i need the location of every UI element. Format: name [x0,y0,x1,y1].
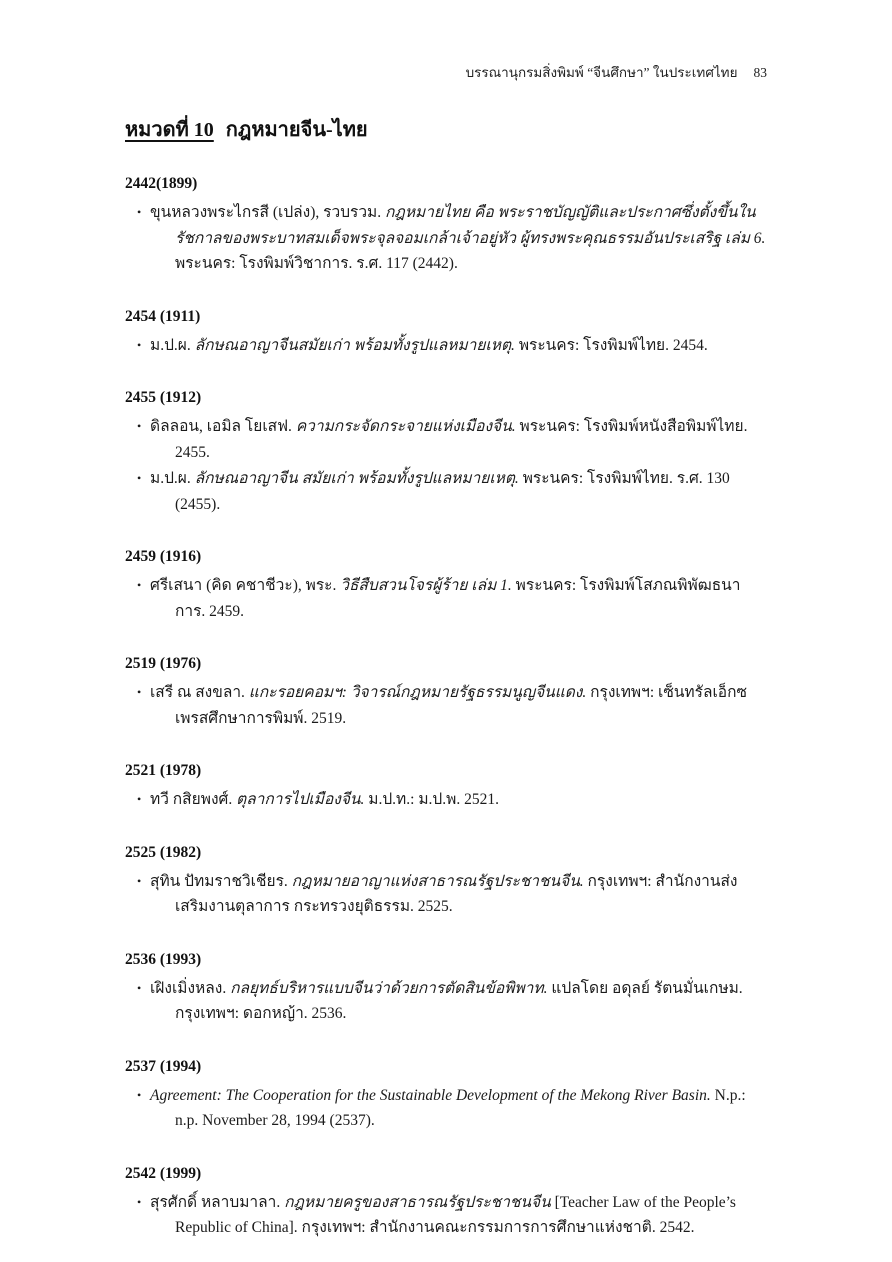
year-group [125,1056,767,1134]
bullet-icon: • [137,873,142,888]
running-header [125,64,767,82]
reference-text: แปลโดย อดุลย์ รัตนมั่นเกษม. กรุงเทพฯ: ดอกหญ้า. 2536. [175,979,743,1022]
reference-text: พระนคร: โรงพิมพ์โสภณพิพัฒธนาการ. 2459. [175,577,741,620]
year-heading: 2455 (1912) [125,389,202,406]
reference-title: ความกระจัดกระจายแห่งเมืองจีน. [295,418,516,435]
reference-list [125,787,767,813]
year-group [125,173,767,277]
reference-title: ตุลาการไปเมืองจีน. [236,791,365,808]
year-group [125,1163,767,1241]
year-heading: 2459 (1916) [125,548,202,565]
reference-title: กฎหมายอาญาแห่งสาธารณรัฐประชาชนจีน. [291,872,584,890]
reference-list [125,333,767,359]
reference-text: กรุงเทพฯ: เซ็นทรัลเอ็กซเพรสศึกษาการพิมพ์. 2519. [175,684,747,727]
reference-item [125,680,767,731]
year-group [125,546,767,624]
year-group [125,949,767,1027]
bullet-icon: • [137,1087,142,1102]
reference-text: สุทิน ปัทมราชวิเชียร. [150,872,292,890]
reference-item [125,414,767,465]
bullet-icon: • [137,685,142,699]
section-title [125,116,767,144]
section-name: กฎหมายจีน-ไทย [225,119,368,141]
year-group [125,653,767,731]
reference-title: กฎหมายไทย คือ พระราชบัญญัติและประกาศซึ่งตั้งขึ้นในรัชกาลของพระบาทสมเด็จพระจุลจอมเกล้าเจ้าอยู่หัว ผู้ทรงพระคุณธรรมอันประเสริฐ เล่ม 6. [175,204,766,247]
bullet-icon: • [137,1194,142,1209]
reference-list [125,1083,767,1134]
reference-list [125,1190,767,1241]
year-heading: 2525 (1982) [125,843,202,861]
reference-text: ม.ป.ผ. [150,470,195,487]
reference-title: วิธีสืบสวนโจรผู้ร้าย เล่ม 1. [340,577,512,594]
bullet-icon: • [137,337,142,352]
reference-text: พระนคร: โรงพิมพ์ไทย. ร.ศ. 130 (2455). [175,470,730,513]
reference-text: พระนคร: โรงพิมพ์หนังสือพิมพ์ไทย. 2455. [175,418,748,461]
reference-text: ม.ป.ผ. [150,336,195,354]
year-heading: 2537 (1994) [125,1057,202,1075]
reference-text: สุรศักดิ์ หลาบมาลา. [150,1193,285,1211]
reference-list [125,976,767,1027]
reference-text: พระนคร: โรงพิมพ์วิชาการ. ร.ศ. 117 (2442). [175,255,458,272]
page-number: 83 [753,65,767,80]
section-number-label: หมวดที่ 10 [125,119,214,141]
reference-title: กลยุทธ์บริหารแบบจีนว่าด้วยการตัดสินข้อพิพาท. [230,979,548,997]
reference-title: ลักษณอาญาจีน สมัยเก่า พร้อมทั้งรูปแลหมายเหตุ. [194,470,519,487]
reference-list [125,414,767,517]
reference-text: พระนคร: โรงพิมพ์ไทย. 2454. [514,336,708,354]
bullet-icon: • [137,792,142,806]
bullet-icon: • [137,419,142,433]
reference-item [125,573,767,624]
year-group [125,760,767,813]
year-group [125,842,767,920]
year-group [125,306,767,359]
reference-item [125,976,767,1027]
reference-title: กฎหมายครูของสาธารณรัฐประชาชนจีน [284,1193,551,1211]
year-heading: 2542 (1999) [125,1164,202,1182]
reference-item [125,200,767,277]
reference-item [125,787,767,813]
reference-item [125,869,767,920]
year-heading: 2519 (1976) [125,655,202,672]
reference-text: N.p.: n.p. November 28, 1994 (2537). [175,1086,746,1129]
reference-text: ดิลลอน, เอมิล โยเสฟ. [150,418,296,435]
bullet-icon: • [137,578,142,592]
reference-text: กรุงเทพฯ: สำนักงานส่งเสริมงานตุลาการ กระทรวงยุติธรรม. 2525. [175,872,738,915]
reference-item [125,1083,767,1134]
year-heading: 2454 (1911) [125,307,201,325]
reference-item [125,1190,767,1241]
year-heading: 2442(1899) [125,175,198,192]
reference-list [125,573,767,624]
bullet-icon: • [137,205,142,219]
reference-text: [Teacher Law of the People’s Republic of China]. กรุงเทพฯ: สำนักงานคณะกรรมการการศึกษาแห่งชาติ. 2542. [175,1193,736,1236]
reference-text: ขุนหลวงพระไกรสี (เปล่ง), รวบรวม. [150,204,386,221]
reference-list [125,200,767,277]
reference-title: แกะรอยคอมฯ: วิจารณ์กฎหมายรัฐธรรมนูญจีนแดง. [248,684,587,701]
reference-title: Agreement: The Cooperation for the Sustainable Development of the Mekong River Basin. [150,1086,711,1104]
reference-list [125,869,767,920]
reference-text: เสรี ณ สงขลา. [150,684,249,701]
bullet-icon: • [137,980,142,995]
reference-list [125,680,767,731]
bullet-icon: • [137,471,142,485]
year-group [125,387,767,517]
reference-title: ลักษณอาญาจีนสมัยเก่า พร้อมทั้งรูปแลหมายเหตุ. [194,336,515,354]
running-header-title: บรรณานุกรมสิ่งพิมพ์ “จีนศึกษา” ในประเทศไทย [465,65,738,80]
reference-item [125,466,767,517]
year-heading: 2536 (1993) [125,950,202,968]
year-heading: 2521 (1978) [125,762,202,779]
reference-text: เฝิงเมิ่งหลง. [150,979,231,997]
bibliography-entries [125,173,767,1241]
reference-text: ทวี กสิยพงศ์. [150,791,237,808]
reference-text: ม.ป.ท.: ม.ป.พ. 2521. [364,791,499,808]
reference-item [125,333,767,359]
reference-text: ศรีเสนา (คิด คชาชีวะ), พระ. [150,577,341,594]
